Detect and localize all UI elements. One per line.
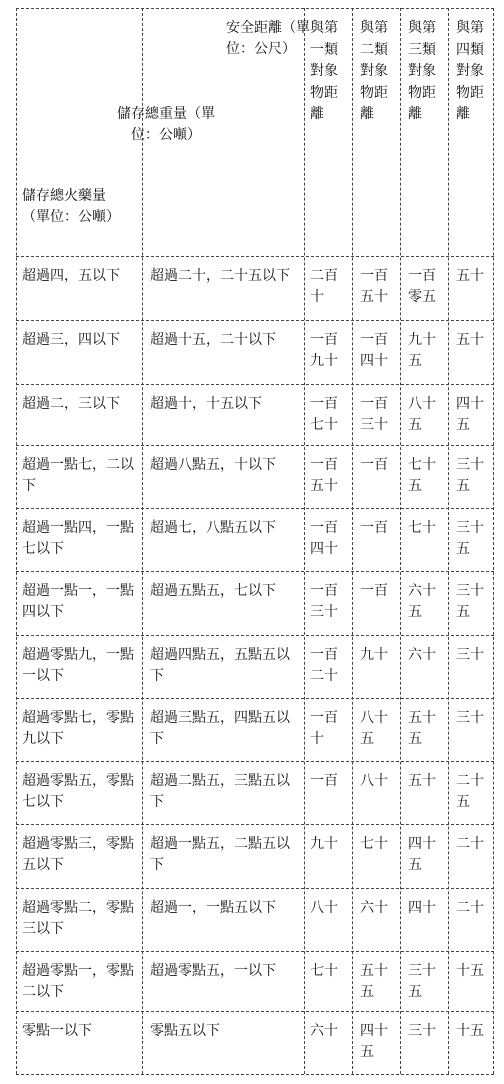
row-divider <box>16 888 494 889</box>
category4-distance-cell: 三十 <box>456 647 484 663</box>
table-border-right <box>493 8 494 1074</box>
explosive-range-cell: 零點一以下 <box>22 1023 92 1039</box>
row-divider <box>16 951 494 952</box>
category3-distance-cell: 五十 <box>408 773 436 789</box>
explosive-range-cell: 超過零點三，零點五以下 <box>22 836 134 873</box>
column-divider <box>352 8 353 1074</box>
column-divider <box>448 8 449 1074</box>
category1-distance-cell: 九十 <box>310 836 338 852</box>
category3-distance-cell: 九十五 <box>408 332 436 369</box>
header-total-explosive-label: 儲存總火藥量（單位：公噸） <box>22 188 120 225</box>
weight-range-cell: 超過一，一點五以下 <box>150 900 276 916</box>
category4-distance-cell: 二十五 <box>456 773 484 810</box>
explosive-range-cell: 超過零點七，零點九以下 <box>22 710 134 747</box>
row-divider <box>16 698 494 699</box>
header-category3-distance: 與第三類對象物距離 <box>408 20 436 122</box>
header-total-weight-label: 儲存總重量（單位：公噸） <box>117 106 215 143</box>
category1-distance-cell: 一百九十 <box>310 332 338 369</box>
category2-distance-cell: 一百五十 <box>360 268 388 305</box>
explosive-range-cell: 超過四，五以下 <box>22 268 120 284</box>
header-safety-distance-label: 安全距離（單位：公尺） <box>226 20 310 57</box>
category1-distance-cell: 七十 <box>310 963 338 979</box>
category2-distance-cell: 五十五 <box>360 963 388 1000</box>
category4-distance-cell: 十五 <box>456 1023 484 1039</box>
category4-distance-cell: 四十五 <box>456 396 484 433</box>
row-divider <box>16 761 494 762</box>
category4-distance-cell: 十五 <box>456 963 484 979</box>
category1-distance-cell: 六十 <box>310 1023 338 1039</box>
column-divider <box>142 8 143 1074</box>
row-divider <box>16 384 494 385</box>
category2-distance-cell: 六十 <box>360 900 388 916</box>
weight-range-cell: 超過七，八點五以下 <box>150 520 276 536</box>
category4-distance-cell: 三十五 <box>456 520 484 557</box>
category2-distance-cell: 四十五 <box>360 1023 388 1060</box>
category3-distance-cell: 三十五 <box>408 963 436 1000</box>
category1-distance-cell: 一百三十 <box>310 583 338 620</box>
header-category4-distance: 與第四類對象物距離 <box>456 20 484 122</box>
table-border-top <box>16 8 494 9</box>
table-border-left <box>16 8 17 1074</box>
category1-distance-cell: 一百七十 <box>310 396 338 433</box>
category2-distance-cell: 九十 <box>360 647 388 663</box>
explosive-range-cell: 超過一點七，二以下 <box>22 457 134 494</box>
column-divider <box>400 8 401 1074</box>
category1-distance-cell: 一百十 <box>310 710 338 747</box>
category3-distance-cell: 四十 <box>408 900 436 916</box>
category2-distance-cell: 八十 <box>360 773 388 789</box>
row-divider <box>16 508 494 509</box>
category4-distance-cell: 五十 <box>456 332 484 348</box>
category3-distance-cell: 七十五 <box>408 457 436 494</box>
category2-distance-cell: 七十 <box>360 836 388 852</box>
category2-distance-cell: 一百 <box>360 520 388 536</box>
row-divider <box>16 320 494 321</box>
category2-distance-cell: 一百三十 <box>360 396 388 433</box>
category1-distance-cell: 一百五十 <box>310 457 338 494</box>
row-divider <box>16 445 494 446</box>
row-divider <box>16 1074 494 1075</box>
category2-distance-cell: 一百 <box>360 457 388 473</box>
category3-distance-cell: 六十五 <box>408 583 436 620</box>
explosive-range-cell: 超過零點二，零點三以下 <box>22 900 134 937</box>
category3-distance-cell: 三十 <box>408 1023 436 1039</box>
explosive-range-cell: 超過一點一，一點四以下 <box>22 583 134 620</box>
category4-distance-cell: 三十五 <box>456 583 484 620</box>
explosive-range-cell: 超過一點四，一點七以下 <box>22 520 134 557</box>
header-divider <box>16 256 494 257</box>
explosive-range-cell: 超過零點一，零點二以下 <box>22 963 134 1000</box>
category3-distance-cell: 一百零五 <box>408 268 436 305</box>
category1-distance-cell: 一百 <box>310 773 338 789</box>
category3-distance-cell: 八十五 <box>408 396 436 433</box>
row-divider <box>16 571 494 572</box>
weight-range-cell: 零點五以下 <box>150 1023 220 1039</box>
category1-distance-cell: 一百四十 <box>310 520 338 557</box>
weight-range-cell: 超過十，十五以下 <box>150 396 262 412</box>
category2-distance-cell: 一百 <box>360 583 388 599</box>
header-category1-distance: 與第一類對象物距離 <box>310 20 338 122</box>
category4-distance-cell: 三十五 <box>456 457 484 494</box>
header-category2-distance: 與第二類對象物距離 <box>360 20 388 122</box>
category4-distance-cell: 二十 <box>456 836 484 852</box>
weight-range-cell: 超過二點五，三點五以下 <box>150 773 290 810</box>
weight-range-cell: 超過三點五，四點五以下 <box>150 710 290 747</box>
category4-distance-cell: 五十 <box>456 268 484 284</box>
category2-distance-cell: 一百四十 <box>360 332 388 369</box>
weight-range-cell: 超過八點五，十以下 <box>150 457 276 473</box>
explosive-range-cell: 超過三，四以下 <box>22 332 120 348</box>
row-divider <box>16 1011 494 1012</box>
category3-distance-cell: 四十五 <box>408 836 436 873</box>
row-divider <box>16 824 494 825</box>
safety-distance-table <box>16 8 494 1074</box>
category1-distance-cell: 一百二十 <box>310 647 338 684</box>
weight-range-cell: 超過一點五，二點五以下 <box>150 836 290 873</box>
category3-distance-cell: 七十 <box>408 520 436 536</box>
category1-distance-cell: 八十 <box>310 900 338 916</box>
explosive-range-cell: 超過二，三以下 <box>22 396 120 412</box>
weight-range-cell: 超過五點五，七以下 <box>150 583 276 599</box>
weight-range-cell: 超過四點五，五點五以下 <box>150 647 290 684</box>
category3-distance-cell: 六十 <box>408 647 436 663</box>
category1-distance-cell: 二百十 <box>310 268 338 305</box>
explosive-range-cell: 超過零點五，零點七以下 <box>22 773 134 810</box>
weight-range-cell: 超過零點五，一以下 <box>150 963 276 979</box>
weight-range-cell: 超過十五，二十以下 <box>150 332 276 348</box>
category3-distance-cell: 五十五 <box>408 710 436 747</box>
weight-range-cell: 超過二十，二十五以下 <box>150 268 290 284</box>
explosive-range-cell: 超過零點九，一點一以下 <box>22 647 134 684</box>
category2-distance-cell: 八十五 <box>360 710 388 747</box>
column-divider <box>304 8 305 1074</box>
category4-distance-cell: 三十 <box>456 710 484 726</box>
row-divider <box>16 635 494 636</box>
category4-distance-cell: 二十 <box>456 900 484 916</box>
